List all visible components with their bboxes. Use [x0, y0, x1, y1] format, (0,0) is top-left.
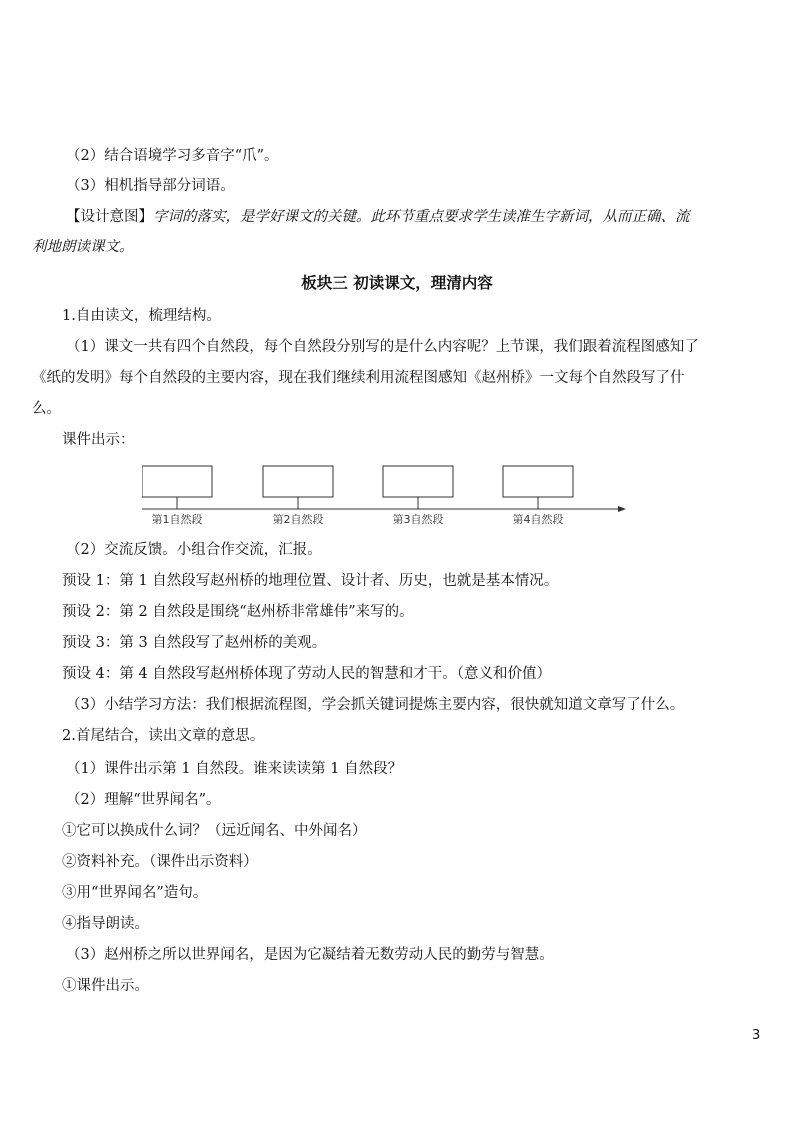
text-line: 课件出示： [62, 432, 135, 448]
page-number: 3 [752, 1028, 761, 1043]
design-intent-tag: 【设计意图】 [66, 209, 153, 225]
text-line: 么。 [32, 401, 61, 417]
text-line: 预设 4：第 4 自然段写赵州桥体现了劳动人民的智慧和才干。（意义和价值） [62, 666, 552, 682]
flow-box [503, 466, 573, 497]
flow-label: 第4自然段 [512, 513, 564, 526]
text-line: （2）理解“世界闻名”。 [66, 792, 221, 808]
text-line: （1）课文一共有四个自然段，每个自然段分别写的是什么内容呢？上节课，我们跟着流程图感知了 [66, 339, 699, 355]
design-intent-text: 字词的落实，是学好课文的关键。此环节重点要求学生读准生字新词，从而正确、流 [153, 209, 690, 225]
text-line: （3）小结学习方法：我们根据流程图，学会抓关键词提炼主要内容，很快就知道文章写了什么。 [66, 697, 685, 713]
design-intent-line [32, 237, 134, 257]
flow-diagram-svg [142, 463, 632, 533]
text-line: （2）结合语境学习多音字“爪”。 [66, 148, 279, 164]
flow-box [142, 466, 212, 497]
text-line: （2）交流反馈。小组合作交流，汇报。 [66, 542, 322, 558]
flow-diagram [142, 463, 632, 533]
flow-box [383, 466, 453, 497]
flow-label: 第2自然段 [272, 513, 324, 526]
text-line: ①课件出示。 [62, 978, 149, 994]
design-intent-text: 利地朗读课文。 [32, 239, 134, 255]
text-line: （3）赵州桥之所以世界闻名，是因为它凝结着无数劳动人民的勤劳与智慧。 [66, 947, 554, 963]
text-line: 2.首尾结合，读出文章的意思。 [62, 728, 265, 744]
text-line: 预设 3：第 3 自然段写了赵州桥的美观。 [62, 635, 327, 651]
text-line: 《纸的发明》每个自然段的主要内容，现在我们继续利用流程图感知《赵州桥》一文每个自然段写了什 [32, 370, 685, 386]
flow-label: 第1自然段 [151, 513, 203, 526]
text-line: ③用“世界闻名”造句。 [62, 885, 208, 901]
text-line: （1）课件出示第 1 自然段。谁来读读第 1 自然段？ [66, 761, 403, 777]
text-line: ②资料补充。（课件出示资料） [62, 854, 258, 870]
text-line: ①它可以换成什么词？（远近闻名、中外闻名） [62, 823, 367, 839]
flow-box [263, 466, 333, 497]
flow-label: 第3自然段 [392, 513, 444, 526]
flow-arrowhead [618, 506, 626, 512]
design-intent-line [66, 207, 690, 227]
text-line: ④指导朗读。 [62, 916, 149, 932]
text-line: （3）相机指导部分词语。 [66, 178, 235, 194]
text-line: 预设 1：第 1 自然段写赵州桥的地理位置、设计者、历史，也就是基本情况。 [62, 573, 559, 589]
text-line: 预设 2：第 2 自然段是围绕“赵州桥非常雄伟”来写的。 [62, 604, 414, 620]
text-line: 1.自由读文，梳理结构。 [62, 308, 221, 324]
section-title: 板块三 初读课文，理清内容 [301, 274, 493, 292]
